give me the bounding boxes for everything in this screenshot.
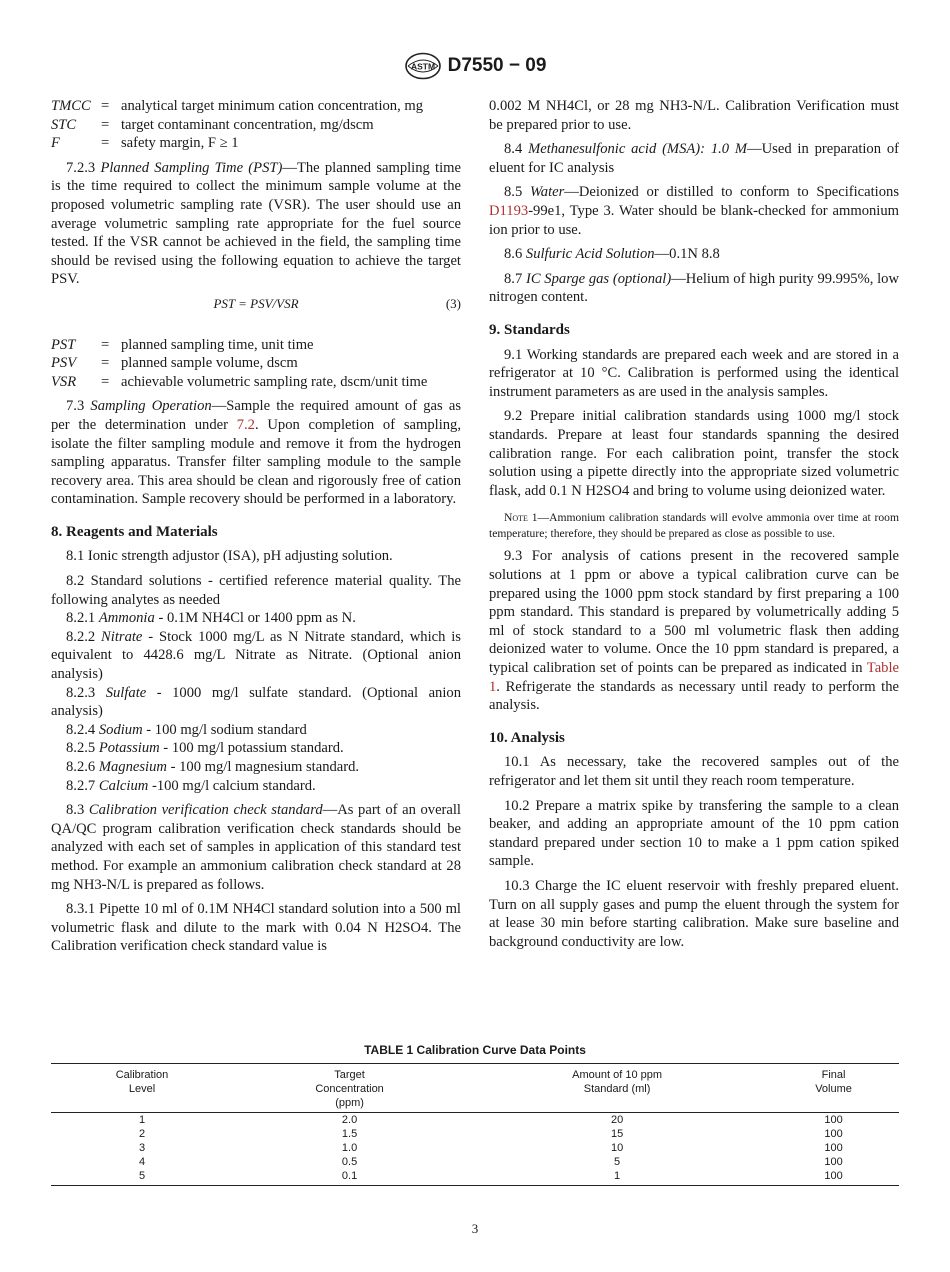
column-header-amount-standard: Amount of 10 ppm Standard (ml) bbox=[466, 1064, 768, 1113]
definition-text: safety margin, F ≥ 1 bbox=[121, 135, 239, 152]
table-cell: 100 bbox=[768, 1169, 899, 1186]
definition-row bbox=[51, 116, 461, 135]
definition-symbol: F bbox=[51, 135, 60, 152]
paragraph-8-2: 8.2 Standard solutions - certified reference material quality. The following analytes as needed bbox=[51, 573, 461, 608]
table-row bbox=[51, 1141, 899, 1155]
table-cell: 1.5 bbox=[341, 1128, 358, 1140]
section-heading-9: 9. Standards bbox=[489, 321, 570, 338]
definition-equals: = bbox=[101, 355, 110, 372]
left-column bbox=[51, 97, 461, 962]
section-heading-8: 8. Reagents and Materials bbox=[51, 523, 218, 540]
definition-text: planned sampling time, unit time bbox=[121, 336, 314, 353]
paragraph-8-4: 8.4 Methanesulfonic acid (MSA): 1.0 M—Used in preparation of eluent for IC analysis bbox=[489, 141, 899, 176]
definition-row bbox=[51, 134, 461, 153]
definition-equals: = bbox=[101, 116, 110, 133]
table-cell: 15 bbox=[610, 1128, 624, 1140]
definition-text: achievable volumetric sampling rate, dscm/unit time bbox=[121, 373, 428, 390]
table-cell: 2.0 bbox=[341, 1114, 358, 1126]
table-1-block bbox=[51, 1043, 899, 1186]
table-cell: 4 bbox=[138, 1156, 146, 1168]
paragraph-8-7: 8.7 IC Sparge gas (optional)—Helium of high purity 99.995%, low nitrogen content. bbox=[489, 270, 899, 306]
paragraph-8-2-3: 8.2.3 Sulfate - 1000 mg/l sulfate standard. (Optional anion analysis) bbox=[51, 684, 461, 720]
table-cell: 2 bbox=[138, 1128, 146, 1140]
paragraph-9-1: 9.1 Working standards are prepared each week and are stored in a refrigerator at 10 °C. Calibration is performed using the identical instrument parameters as are used in the analysis samples. bbox=[489, 346, 899, 400]
definition-equals: = bbox=[101, 336, 110, 353]
table-cell: 20 bbox=[610, 1114, 624, 1126]
table-cell: 100 bbox=[824, 1156, 843, 1168]
table-title: TABLE 1 Calibration Curve Data Points bbox=[364, 1043, 586, 1057]
paragraph-8-2-4: 8.2.4 Sodium - 100 mg/l sodium standard bbox=[66, 721, 307, 738]
table-cell: 3 bbox=[138, 1142, 146, 1154]
definition-equals: = bbox=[101, 135, 110, 152]
table-row bbox=[51, 1113, 899, 1128]
definition-symbol: PSV bbox=[51, 355, 77, 372]
definition-row bbox=[51, 336, 461, 355]
definition-symbol: PST bbox=[51, 336, 76, 353]
paragraph-8-2-5: 8.2.5 Potassium - 100 mg/l potassium standard. bbox=[66, 740, 344, 757]
paragraph-8-3-1-continued: 0.002 M NH4Cl, or 28 mg NH3-N/L. Calibration Verification must be prepared prior to use. bbox=[489, 98, 899, 133]
definition-row bbox=[51, 354, 461, 373]
paragraph-10-2: 10.2 Prepare a matrix spike by transfering the sample to a clean beaker, and adding an appropriate amount of the 10 ppm cation standard prepared under section 10 to make a 1 ppm cation spiked sample. bbox=[489, 797, 899, 870]
paragraph-8-6: 8.6 Sulfuric Acid Solution—0.1N 8.8 bbox=[504, 246, 720, 263]
note-1: Note 1—Ammonium calibration standards will evolve ammonia over time at room temperature; therefore, they should be prepared as close as possible to use. bbox=[489, 511, 899, 540]
table-cell: 10 bbox=[610, 1142, 624, 1154]
page-header bbox=[0, 52, 950, 80]
table-row bbox=[51, 1155, 899, 1169]
definition-symbol: VSR bbox=[51, 373, 77, 390]
column-header-calibration-level: Calibration Level bbox=[51, 1064, 233, 1113]
table-cell: 0.5 bbox=[341, 1156, 358, 1168]
section-heading-10: 10. Analysis bbox=[489, 729, 565, 746]
paragraph-9-3: 9.3 For analysis of cations present in the recovered sample solutions at 1 ppm or above a typical calibration curve can be prepared using the 1000 ppm stock standard by first preparing a 100 ppm standard. This standard is prepared by volumetrically adding 5 ml of stock standard to a 500 ml volumetric flask then adding deionized water to volume. Once the 10 ppm standard is prepared, a typical calibration set of points can be prepared as indicated in Table 1. Refrigerate the standards as necessary until ready to perform the analysis. bbox=[489, 548, 899, 714]
spec-link-d1193[interactable]: D1193 bbox=[489, 202, 529, 219]
table-cell: 1 bbox=[138, 1114, 146, 1126]
table-cell: 1 bbox=[466, 1169, 768, 1186]
definition-text: target contaminant concentration, mg/dscm bbox=[121, 116, 374, 133]
table-row bbox=[51, 1127, 899, 1141]
definition-text: analytical target minimum cation concentration, mg bbox=[121, 98, 424, 114]
table-cell: 1.0 bbox=[341, 1142, 358, 1154]
definition-symbol: TMCC bbox=[51, 98, 91, 114]
table-cell: 100 bbox=[824, 1114, 843, 1126]
paragraph-8-3: 8.3 Calibration verification check standard—As part of an overall QA/QC program calibration verification check standards should be analyzed with each set of samples in application of this standard test method. For example an ammonium calibration check standard at 28 mg NH3-N/L is prepared as follows. bbox=[51, 802, 461, 893]
paragraph-7-2-3: 7.2.3 Planned Sampling Time (PST)—The planned sampling time is the time required to collect the minimum sample volume at the proposed volumetric sampling rate (VSR). The user should use an average volumetric sampling rate appropriate for the fuel source tested. If the VSR cannot be achieved in the field, the sampling time should be revised using the following equation to achieve the target PSV. bbox=[51, 159, 461, 288]
definition-row bbox=[51, 97, 461, 116]
page-number: 3 bbox=[471, 1221, 479, 1236]
equation-3 bbox=[51, 295, 461, 314]
paragraph-8-1: 8.1 Ionic strength adjustor (ISA), pH adjusting solution. bbox=[66, 548, 393, 565]
paragraph-8-3-1: 8.3.1 Pipette 10 ml of 0.1M NH4Cl standard solution into a 500 ml volumetric flask and dilute to the mark with 0.04 N H2SO4. The Calibration verification check standard value is bbox=[51, 901, 461, 955]
right-column bbox=[489, 97, 899, 957]
paragraph-7-3: 7.3 Sampling Operation—Sample the required amount of gas as per the determination under 7.2. Upon completion of sampling, isolate the filter sampling module and remove it from the hydrogen sampling apparatus. Transfer filter sampling module to the sample recovery area. This area should be clean and rigorously free of cation contamination. Sample recovery should be performed in a laboratory. bbox=[51, 398, 461, 508]
paragraph-8-2-2: 8.2.2 Nitrate - Stock 1000 mg/L as N Nitrate standard, which is equivalent to 4428.6 mg/L Nitrate as Nitrate. (Optional anion analysis) bbox=[51, 628, 461, 683]
calibration-table bbox=[51, 1063, 899, 1186]
table-row bbox=[51, 1169, 899, 1186]
table-cell: 100 bbox=[824, 1128, 843, 1140]
paragraph-8-2-6: 8.2.6 Magnesium - 100 mg/l magnesium standard. bbox=[66, 759, 360, 775]
logo-text: ASTM bbox=[410, 61, 435, 72]
column-header-target-concentration: Target Concentration (ppm) bbox=[233, 1064, 466, 1113]
paragraph-8-5: 8.5 Water—Deionized or distilled to conform to Specifications D1193-99e1, Type 3. Water should be blank-checked for ammonium ion prior to use. bbox=[489, 184, 900, 238]
astm-logo-icon bbox=[404, 52, 442, 80]
paragraph-8-2-7: 8.2.7 Calcium -100 mg/l calcium standard. bbox=[66, 777, 316, 794]
definition-row bbox=[51, 373, 461, 392]
table-cell: 5 bbox=[614, 1156, 621, 1168]
table-header-row bbox=[51, 1064, 899, 1113]
definitions-list-1 bbox=[51, 97, 461, 153]
definition-text: planned sample volume, dscm bbox=[121, 355, 298, 372]
definition-equals: = bbox=[101, 373, 110, 390]
equation-number: (3) bbox=[445, 295, 461, 311]
table-cell: 0.1 bbox=[233, 1169, 466, 1186]
table-link-1[interactable]: Table 1 bbox=[489, 660, 899, 695]
section-link-7-2[interactable]: 7.2 bbox=[236, 416, 255, 433]
paragraph-10-1: 10.1 As necessary, take the recovered samples out of the refrigerator and let them sit until they reach room temperature. bbox=[489, 754, 899, 789]
paragraph-9-2: 9.2 Prepare initial calibration standards using 1000 mg/l stock standards. Prepare at least four standards spanning the desired calibration range. For each calibration point, transfer the stock solution using a pipette directly into the appropriate sized volumetric flask, add 0.1 N H2SO4 and bring to volume using deionized water. bbox=[489, 408, 899, 499]
document-id: D7550 − 09 bbox=[447, 55, 547, 76]
table-cell: 5 bbox=[51, 1169, 233, 1186]
paragraph-10-3: 10.3 Charge the IC eluent reservoir with freshly prepared eluent. Turn on all supply gases and pump the eluent through the system for at lease 30 min before starting calibration. Make sure baseline and background conductivity are low. bbox=[489, 877, 899, 950]
definition-symbol: STC bbox=[51, 116, 77, 133]
table-cell: 100 bbox=[824, 1142, 843, 1154]
definitions-list-2 bbox=[51, 336, 461, 392]
column-header-final-volume: Final Volume bbox=[768, 1064, 899, 1113]
definition-equals: = bbox=[101, 98, 110, 114]
equation-text: PST = PSV/VSR bbox=[213, 295, 299, 311]
paragraph-8-2-1: 8.2.1 Ammonia - 0.1M NH4Cl or 1400 ppm as N. bbox=[66, 610, 356, 627]
